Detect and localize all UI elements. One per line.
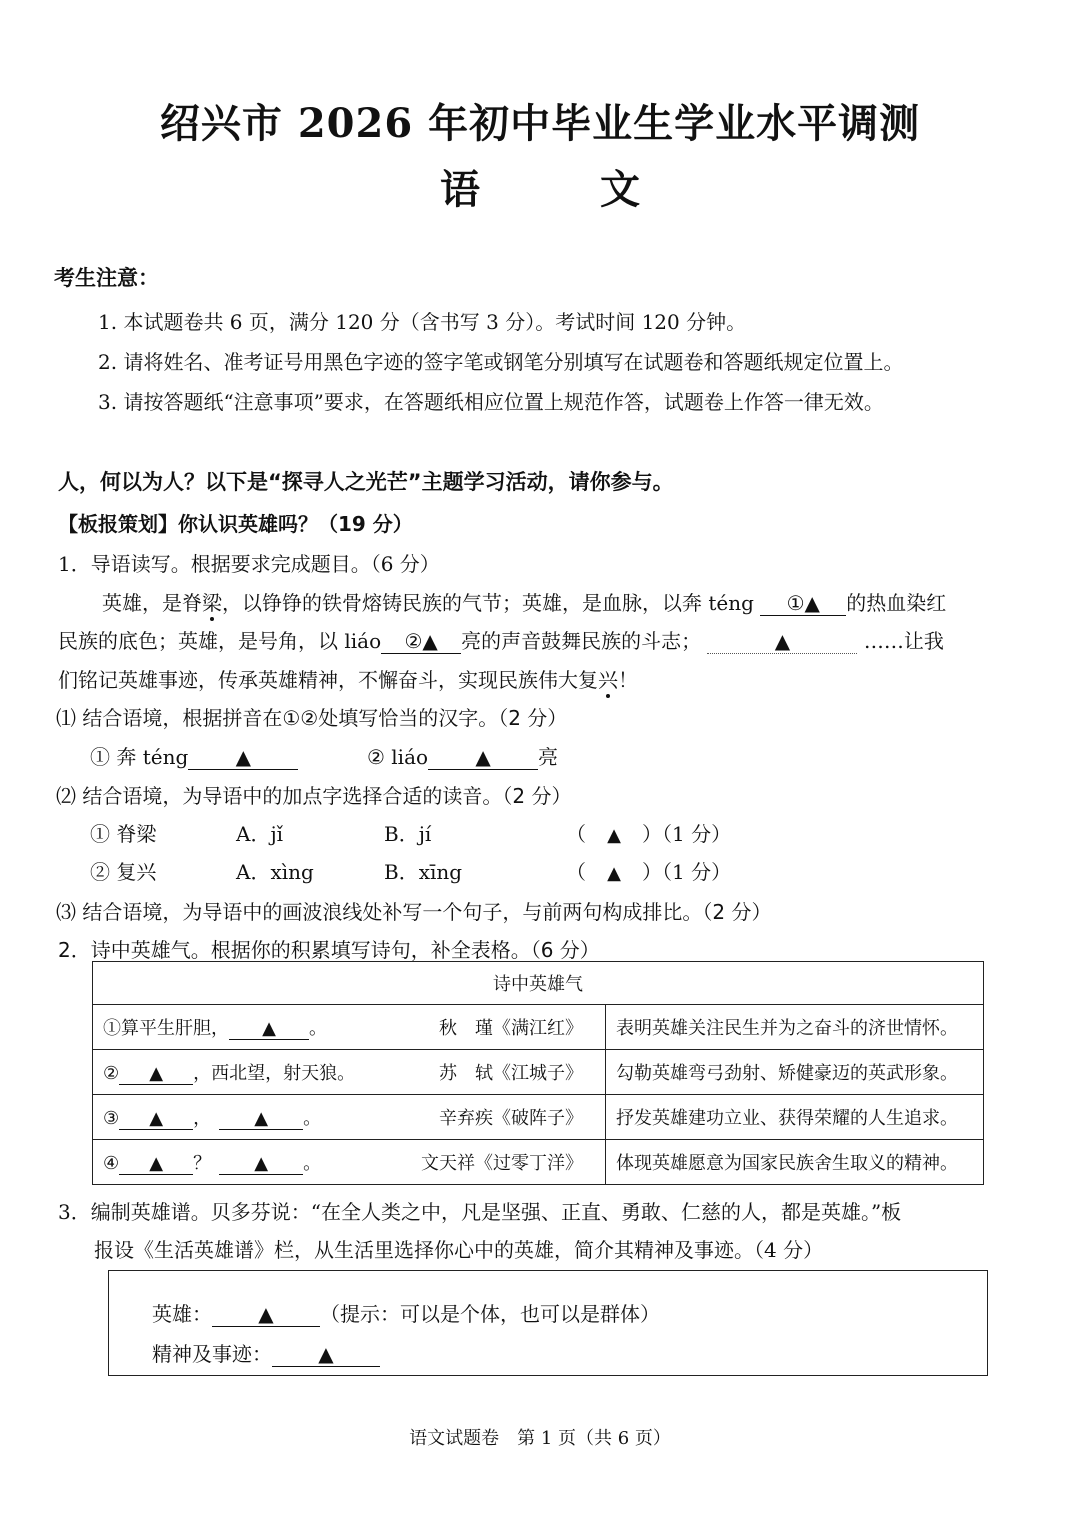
table-header: 诗中英雄气	[93, 962, 984, 1005]
q2-stem: 2．诗中英雄气。根据你的积累填写诗句，补全表格。（6 分）	[58, 938, 600, 962]
q1-sub1: ⑴ 结合语境，根据拼音在①②处填写恰当的汉字。（2 分）	[56, 706, 568, 730]
notice-item: 1. 本试题卷共 6 页，满分 120 分（含书写 3 分）。考试时间 120 分钟。	[98, 310, 747, 334]
answer-blank[interactable]: ▲	[188, 745, 298, 770]
poem-source: 辛弃疾《破阵子》	[403, 1095, 606, 1140]
choice-slot[interactable]: （ ▲ ）（1 分）	[566, 860, 732, 884]
section-heading: 【板报策划】你认识英雄吗？（19 分）	[58, 512, 413, 536]
dotted-char: 兴	[598, 668, 618, 692]
dotted-char: 梁	[202, 591, 222, 615]
q1-stem: 1．导语读写。根据要求完成题目。（6 分）	[58, 552, 440, 576]
table-row: ④ ▲ ？ ▲ 。 文天祥《过零丁洋》 体现英雄愿意为国家民族舍生取义的精神。	[93, 1140, 984, 1185]
q1-sub2-row1: ① 脊梁	[90, 822, 157, 846]
answer-blank[interactable]: ▲	[119, 1108, 193, 1130]
notice-item: 2. 请将姓名、准考证号用黑色字迹的签字笔或钢笔分别填写在试题卷和答题纸规定位置上。	[98, 350, 904, 374]
q1-sub3: ⑶ 结合语境，为导语中的画波浪线处补写一个句子，与前两句构成排比。（2 分）	[56, 900, 772, 924]
answer-blank[interactable]: ▲	[119, 1153, 193, 1175]
poem-source: 苏 轼《江城子》	[403, 1050, 606, 1095]
table-row: ③ ▲ ， ▲ 。 辛弃疾《破阵子》 抒发英雄建功立业、获得荣耀的人生追求。	[93, 1095, 984, 1140]
answer-blank[interactable]: ▲	[229, 1018, 309, 1040]
answer-blank[interactable]: ▲	[428, 745, 538, 770]
poem-table	[92, 961, 984, 1185]
q1-passage-line1: 英雄，是脊梁，以铮铮的铁骨熔铸民族的气节；英雄，是血脉，以奔 téng ①▲ 的热血染红	[102, 591, 947, 615]
table-row: ①算平生肝胆， ▲ 。 秋 瑾《满江红》 表明英雄关注民生并为之奋斗的济世情怀。	[93, 1005, 984, 1050]
q1-sub1-answers: ① 奔 téng ▲ ② liáo ▲ 亮	[90, 745, 559, 769]
page-footer: 语文试题卷 第 1 页（共 6 页）	[409, 1428, 671, 1449]
poem-meaning: 抒发英雄建功立业、获得荣耀的人生追求。	[606, 1095, 984, 1140]
option-a[interactable]: A．jǐ	[236, 822, 284, 846]
q1-sub2: ⑵ 结合语境，为导语中的加点字选择合适的读音。（2 分）	[56, 784, 572, 808]
option-b[interactable]: B．xīng	[384, 860, 463, 884]
page-title: 绍兴市 2026 年初中毕业生学业水平调测	[159, 100, 921, 147]
deeds-line: 精神及事迹： ▲	[152, 1338, 380, 1367]
answer-blank[interactable]: ▲	[219, 1108, 303, 1130]
poem-source: 秋 瑾《满江红》	[403, 1005, 606, 1050]
subject-title: 语文	[440, 166, 760, 213]
hero-line: 英雄： ▲ （提示：可以是个体，也可以是群体）	[152, 1302, 660, 1326]
notice-heading: 考生注意：	[54, 266, 159, 290]
poem-meaning: 体现英雄愿意为国家民族舍生取义的精神。	[606, 1140, 984, 1185]
option-b[interactable]: B．jí	[384, 822, 432, 846]
answer-blank[interactable]: ▲	[119, 1063, 193, 1085]
q3-stem-line2: 报设《生活英雄谱》栏，从生活里选择你心中的英雄，简介其精神及事迹。（4 分）	[94, 1238, 824, 1262]
q1-passage-line3: 们铭记英雄事迹，传承英雄精神，不懈奋斗，实现民族伟大复兴！	[58, 668, 638, 692]
q3-stem-line1: 3．编制英雄谱。贝多芬说：“在全人类之中，凡是坚强、正直、勇敢、仁慈的人，都是英雄。”板	[58, 1200, 902, 1224]
hero-blank[interactable]: ▲	[212, 1302, 320, 1327]
option-a[interactable]: A．xìng	[236, 860, 314, 884]
intro-text: 人，何以为人？以下是“探寻人之光芒”主题学习活动，请你参与。	[58, 470, 674, 494]
wavy-line-blank[interactable]: ▲	[707, 629, 857, 654]
q1-passage-line2: 民族的底色；英雄，是号角，以 liáo ②▲ 亮的声音鼓舞民族的斗志； ▲ ……让我	[58, 629, 944, 653]
choice-slot[interactable]: （ ▲ ）（1 分）	[566, 822, 732, 846]
table-row: ② ▲ ，西北望，射天狼。 苏 轼《江城子》 勾勒英雄弯弓劲射、矫健豪迈的英武形象。	[93, 1050, 984, 1095]
deeds-blank[interactable]: ▲	[272, 1342, 380, 1367]
q1-sub2-row2: ② 复兴	[90, 860, 157, 884]
answer-blank-1[interactable]: ①▲	[760, 591, 846, 616]
poem-source: 文天祥《过零丁洋》	[403, 1140, 606, 1185]
poem-meaning: 表明英雄关注民生并为之奋斗的济世情怀。	[606, 1005, 984, 1050]
notice-item: 3. 请按答题纸“注意事项”要求，在答题纸相应位置上规范作答，试题卷上作答一律无效。	[98, 390, 884, 414]
poem-meaning: 勾勒英雄弯弓劲射、矫健豪迈的英武形象。	[606, 1050, 984, 1095]
answer-blank[interactable]: ▲	[219, 1153, 303, 1175]
answer-blank-2[interactable]: ②▲	[381, 629, 461, 654]
